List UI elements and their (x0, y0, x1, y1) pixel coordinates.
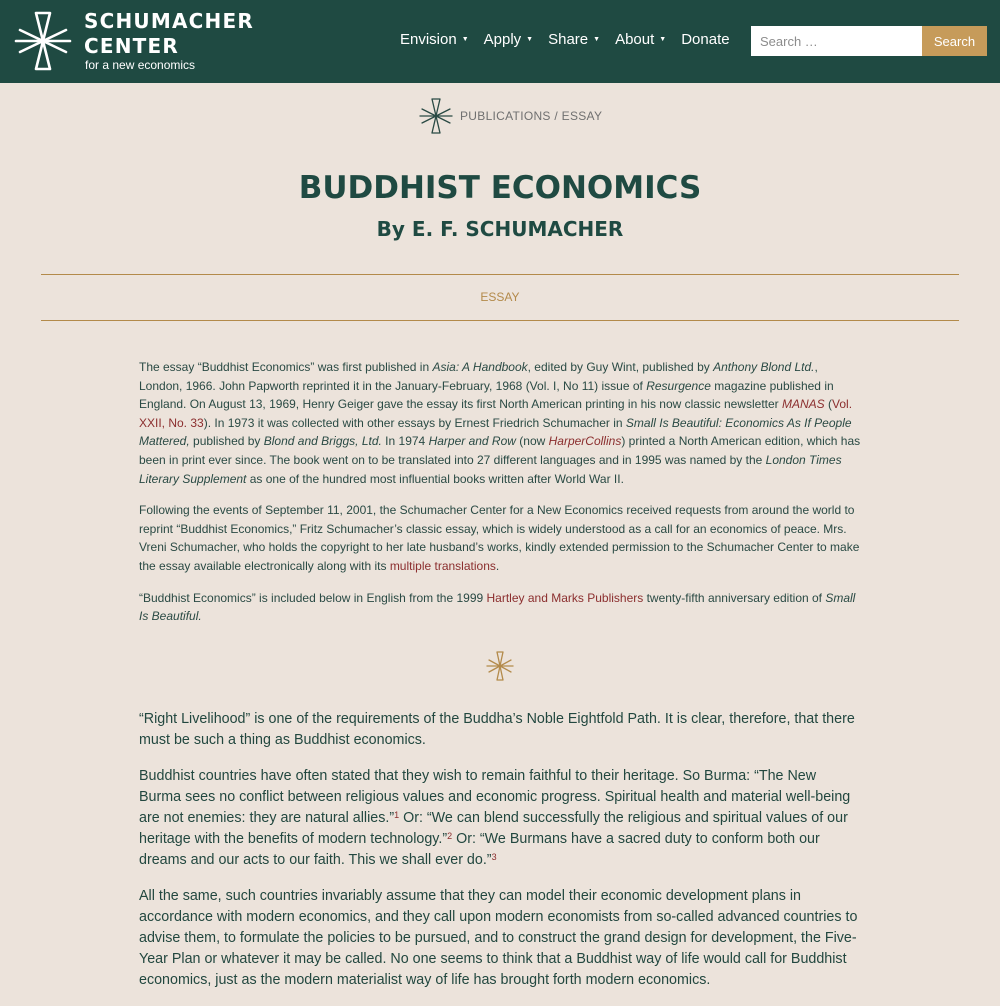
text: as one of the hundred most influential books written after World War II. (246, 471, 624, 486)
publication-title: London Times Literary Supplement (139, 452, 842, 486)
publisher-name: Blond and Briggs, Ltd. (263, 434, 382, 449)
text: , edited by Guy Wint, published by (527, 360, 714, 374)
nav-envision-label: Envision (400, 31, 457, 48)
top-divider (41, 274, 959, 275)
text: Following the events of September 11, 2001, the Schumacher Center for a New Economics received requests from around the world to reprint “Buddhist Economics,” Fritz Schumacher’s classic essay, which is widely understood as a call for an economics of peace. Mrs. Vreni Schumacher, who holds the copyright to her late husband’s works, kindly extended permission to the Schumacher Center to make the essay available electronically along with its (139, 503, 860, 573)
text: In 1974 (381, 434, 429, 449)
caret-down-icon: ▼ (593, 36, 601, 43)
text: Or: “We can blend successfully the religious and spiritual values of our heritage with the benefits of modern technology.” (139, 810, 848, 847)
text: magazine published in England. On August 13, 1969, Henry Geiger gave the essay its first North American printing in his now classic newsletter (139, 378, 834, 412)
magazine-title: Resurgence (646, 378, 711, 393)
text: Or: “We Burmans have a sacred duty to conform both our dreams and our acts to our faith. This we shall ever do.” (139, 831, 820, 868)
site-header (0, 0, 1000, 83)
nav-about[interactable] (615, 31, 666, 48)
intro-paragraph-3 (139, 589, 861, 626)
text: twenty-fifth anniversary edition of (643, 590, 826, 605)
translations-link[interactable]: multiple translations (389, 558, 496, 573)
nav-share-label: Share (548, 31, 589, 48)
text: , London, 1966. John Papworth reprinted it in the January-February, 1968 (Vol. I, No 11) issue of (139, 360, 818, 393)
bottom-divider (41, 320, 959, 321)
schumacher-star-icon[interactable] (12, 10, 74, 72)
nav-envision[interactable] (400, 31, 469, 48)
intro-paragraph-1 (139, 358, 861, 488)
nav-donate-label: Donate (681, 31, 730, 48)
publisher-name: Anthony Blond Ltd. (713, 360, 815, 374)
article-byline: By E. F. SCHUMACHER (376, 217, 624, 241)
search-input[interactable] (751, 26, 922, 56)
logo-line-2: CENTER (84, 34, 179, 58)
hartley-marks-link[interactable]: Hartley and Marks Publishers (486, 590, 644, 605)
text: ( (824, 397, 833, 412)
category-label[interactable]: ESSAY (480, 290, 520, 304)
harpercollins-link[interactable]: HarperCollins (548, 434, 622, 449)
text: (now (515, 434, 549, 449)
star-ornament-icon (486, 651, 514, 681)
text: . (495, 558, 500, 573)
caret-down-icon: ▼ (461, 36, 469, 43)
intro-paragraph-2 (139, 501, 861, 575)
star-ornament-icon (419, 98, 453, 134)
book-title: Small Is Beautiful: Economics As If People Mattered, (139, 415, 852, 449)
text: ). In 1973 it was collected with other essays by Ernest Friedrich Schumacher in (203, 415, 626, 430)
nav-share[interactable] (548, 31, 600, 48)
manas-link[interactable]: MANAS (782, 397, 825, 412)
text: The essay “Buddhist Economics” was first published in (139, 360, 433, 374)
text: “Buddhist Economics” is included below in English from the 1999 (139, 590, 487, 605)
publisher-name: Harper and Row (428, 434, 516, 449)
nav-apply[interactable] (484, 31, 533, 48)
search-button[interactable]: Search (922, 26, 987, 56)
essay-body (139, 709, 861, 1006)
page-title: BUDDHIST ECONOMICS (298, 170, 702, 206)
breadcrumb (460, 109, 602, 123)
essay-paragraph-2 (139, 766, 861, 871)
book-title: Small Is Beautiful. (139, 590, 856, 624)
publication-note (139, 358, 861, 639)
nav-apply-label: Apply (483, 31, 522, 48)
breadcrumb-separator: / (550, 109, 562, 123)
site-tagline: for a new economics (85, 58, 196, 72)
site-logo-text[interactable] (84, 9, 254, 59)
caret-down-icon: ▼ (526, 36, 534, 43)
footnote-ref-3[interactable]: 3 (491, 852, 497, 862)
main-nav (400, 31, 745, 48)
logo-line-1: SCHUMACHER (84, 9, 254, 33)
footnote-ref-2[interactable]: 2 (447, 831, 453, 841)
essay-paragraph-1: “Right Livelihood” is one of the requirements of the Buddha’s Noble Eightfold Path. It is clear, therefore, that there must be such a thing as Buddhist economics. (139, 711, 855, 748)
footnote-ref-1[interactable]: 1 (394, 810, 400, 820)
text: published by (189, 434, 264, 449)
nav-donate[interactable] (681, 31, 729, 48)
book-title: Asia: A Handbook (432, 360, 528, 374)
caret-down-icon: ▼ (659, 36, 667, 43)
manas-issue-link[interactable]: Vol. XXII, No. 33 (139, 397, 853, 430)
essay-paragraph-3: All the same, such countries invariably assume that they can model their economic development plans in accordance with modern economics, and they call upon modern economists from so-called advanced countries to advise them, to formulate the policies to be pursued, and to construct the grand design for development, the Five-Year Plan or whatever it may be called. No one seems to think that a Buddhist way of life would call for Buddhist economics, just as the modern materialist way of life has brought forth modern economics. (139, 888, 858, 988)
nav-about-label: About (615, 31, 655, 48)
breadcrumb-current: ESSAY (561, 109, 603, 123)
text: ) printed a North American edition, which has been in print ever since. The book went on to be translated into 27 different languages and in 1995 was named by the (139, 434, 861, 467)
text: Buddhist countries have often stated that they wish to remain faithful to their heritage. So Burma: “The New Burma sees no conflict between religious values and economic progress. Spiritual health and material well-being are not enemies: they are natural allies.” (139, 768, 851, 826)
breadcrumb-publications[interactable]: PUBLICATIONS (460, 109, 551, 123)
